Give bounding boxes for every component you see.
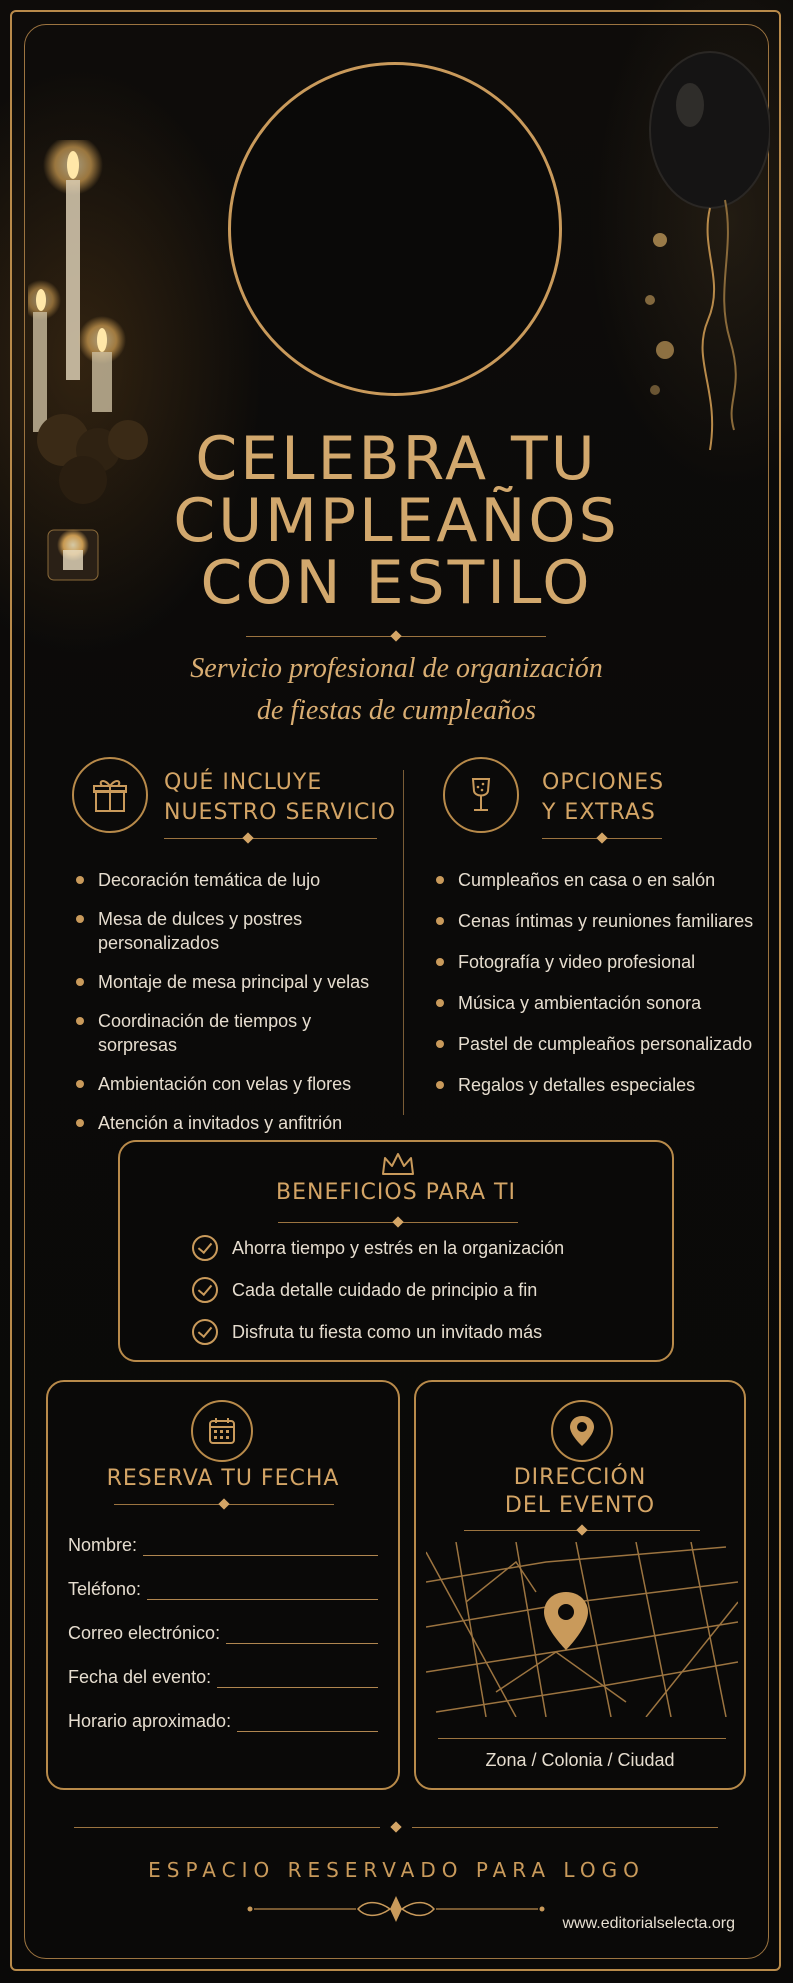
list-item: Atención a invitados y anfitrión <box>76 1111 376 1135</box>
list-item: Regalos y detalles especiales <box>436 1073 766 1097</box>
email-field[interactable] <box>68 1618 378 1644</box>
name-label: Nombre: <box>68 1535 138 1555</box>
wine-glass-icon <box>443 757 519 833</box>
benefit-item <box>192 1317 542 1347</box>
name-field[interactable] <box>68 1530 378 1556</box>
website-link[interactable]: www.editorialselecta.org <box>562 1915 735 1932</box>
gift-icon <box>72 757 148 833</box>
schedule-label: Horario aproximado: <box>68 1711 232 1731</box>
includes-divider <box>164 838 377 839</box>
footer-divider-right <box>412 1827 718 1828</box>
list-item: Ambientación con velas y flores <box>76 1072 376 1096</box>
extras-list <box>436 868 766 1097</box>
list-item: Cenas íntimas y reuniones familiares <box>436 909 766 933</box>
list-item: Montaje de mesa principal y velas <box>76 970 376 994</box>
name-line[interactable] <box>143 1537 378 1556</box>
check-icon <box>192 1319 218 1345</box>
benefit-text: Disfruta tu fiesta como un invitado más <box>232 1321 543 1342</box>
phone-line[interactable] <box>147 1581 378 1600</box>
column-divider <box>403 770 404 1115</box>
location-title-line-1: DIRECCIÓN <box>513 1465 647 1490</box>
event-date-label: Fecha del evento: <box>68 1667 212 1687</box>
benefits-box <box>118 1140 674 1362</box>
check-icon <box>192 1235 218 1261</box>
crown-icon <box>380 1150 416 1178</box>
balloon-decoration <box>630 50 770 470</box>
location-title <box>416 1464 744 1520</box>
title-line-3: CON ESTILO <box>200 548 593 618</box>
reservation-title: RESERVA TU FECHA <box>106 1466 340 1491</box>
reservation-box <box>46 1380 400 1790</box>
footer-divider-left <box>74 1827 380 1828</box>
ornament-icon <box>246 1894 546 1924</box>
includes-list <box>76 868 376 1135</box>
benefit-text: Cada detalle cuidado de principio a fin <box>232 1279 538 1300</box>
benefit-item <box>192 1233 564 1263</box>
email-line[interactable] <box>226 1625 378 1644</box>
page-title <box>0 424 793 618</box>
subtitle-line-1: Servicio profesional de organización <box>190 653 603 684</box>
phone-field[interactable] <box>68 1574 378 1600</box>
calendar-icon <box>191 1400 253 1462</box>
location-box <box>414 1380 746 1790</box>
list-item: Cumpleaños en casa o en salón <box>436 868 766 892</box>
location-caption-divider <box>438 1738 726 1739</box>
benefits-title: BENEFICIOS PARA TI <box>276 1180 516 1205</box>
photo-placeholder-circle <box>228 62 562 396</box>
email-label: Correo electrónico: <box>68 1623 221 1643</box>
event-date-line[interactable] <box>217 1669 378 1688</box>
location-caption: Zona / Colonia / Ciudad <box>485 1750 675 1770</box>
benefits-divider-diamond <box>392 1216 403 1227</box>
list-item: Coordinación de tiempos y sorpresas <box>76 1009 376 1057</box>
extras-title <box>542 768 664 828</box>
location-title-line-2: DEL EVENTO <box>504 1493 656 1518</box>
benefit-text: Ahorra tiempo y estrés en la organización <box>232 1237 565 1258</box>
includes-title <box>164 768 396 828</box>
map-pin-icon <box>551 1400 613 1462</box>
schedule-line[interactable] <box>237 1713 378 1732</box>
location-divider-diamond <box>576 1524 587 1535</box>
event-date-field[interactable] <box>68 1662 378 1688</box>
benefit-item <box>192 1275 537 1305</box>
list-item: Música y ambientación sonora <box>436 991 766 1015</box>
title-line-1: CELEBRA TU <box>195 424 598 494</box>
list-item: Fotografía y video profesional <box>436 950 766 974</box>
list-item: Decoración temática de lujo <box>76 868 376 892</box>
includes-title-line-2: NUESTRO SERVICIO <box>164 800 397 825</box>
extras-title-line-1: OPCIONES <box>542 770 665 795</box>
title-line-2: CUMPLEAÑOS <box>173 486 620 556</box>
subtitle <box>0 648 793 732</box>
phone-label: Teléfono: <box>68 1579 142 1599</box>
subtitle-line-2: de fiestas de cumpleaños <box>256 695 537 726</box>
list-item: Pastel de cumpleaños personalizado <box>436 1032 766 1056</box>
check-icon <box>192 1277 218 1303</box>
includes-title-line-1: QUÉ INCLUYE <box>164 770 323 795</box>
map-illustration <box>426 1542 738 1717</box>
reservation-divider-diamond <box>218 1498 229 1509</box>
list-item: Mesa de dulces y postres personalizados <box>76 907 376 955</box>
logo-placeholder: ESPACIO RESERVADO PARA LOGO <box>148 1858 645 1882</box>
schedule-field[interactable] <box>68 1706 378 1732</box>
extras-title-line-2: Y EXTRAS <box>542 800 656 825</box>
